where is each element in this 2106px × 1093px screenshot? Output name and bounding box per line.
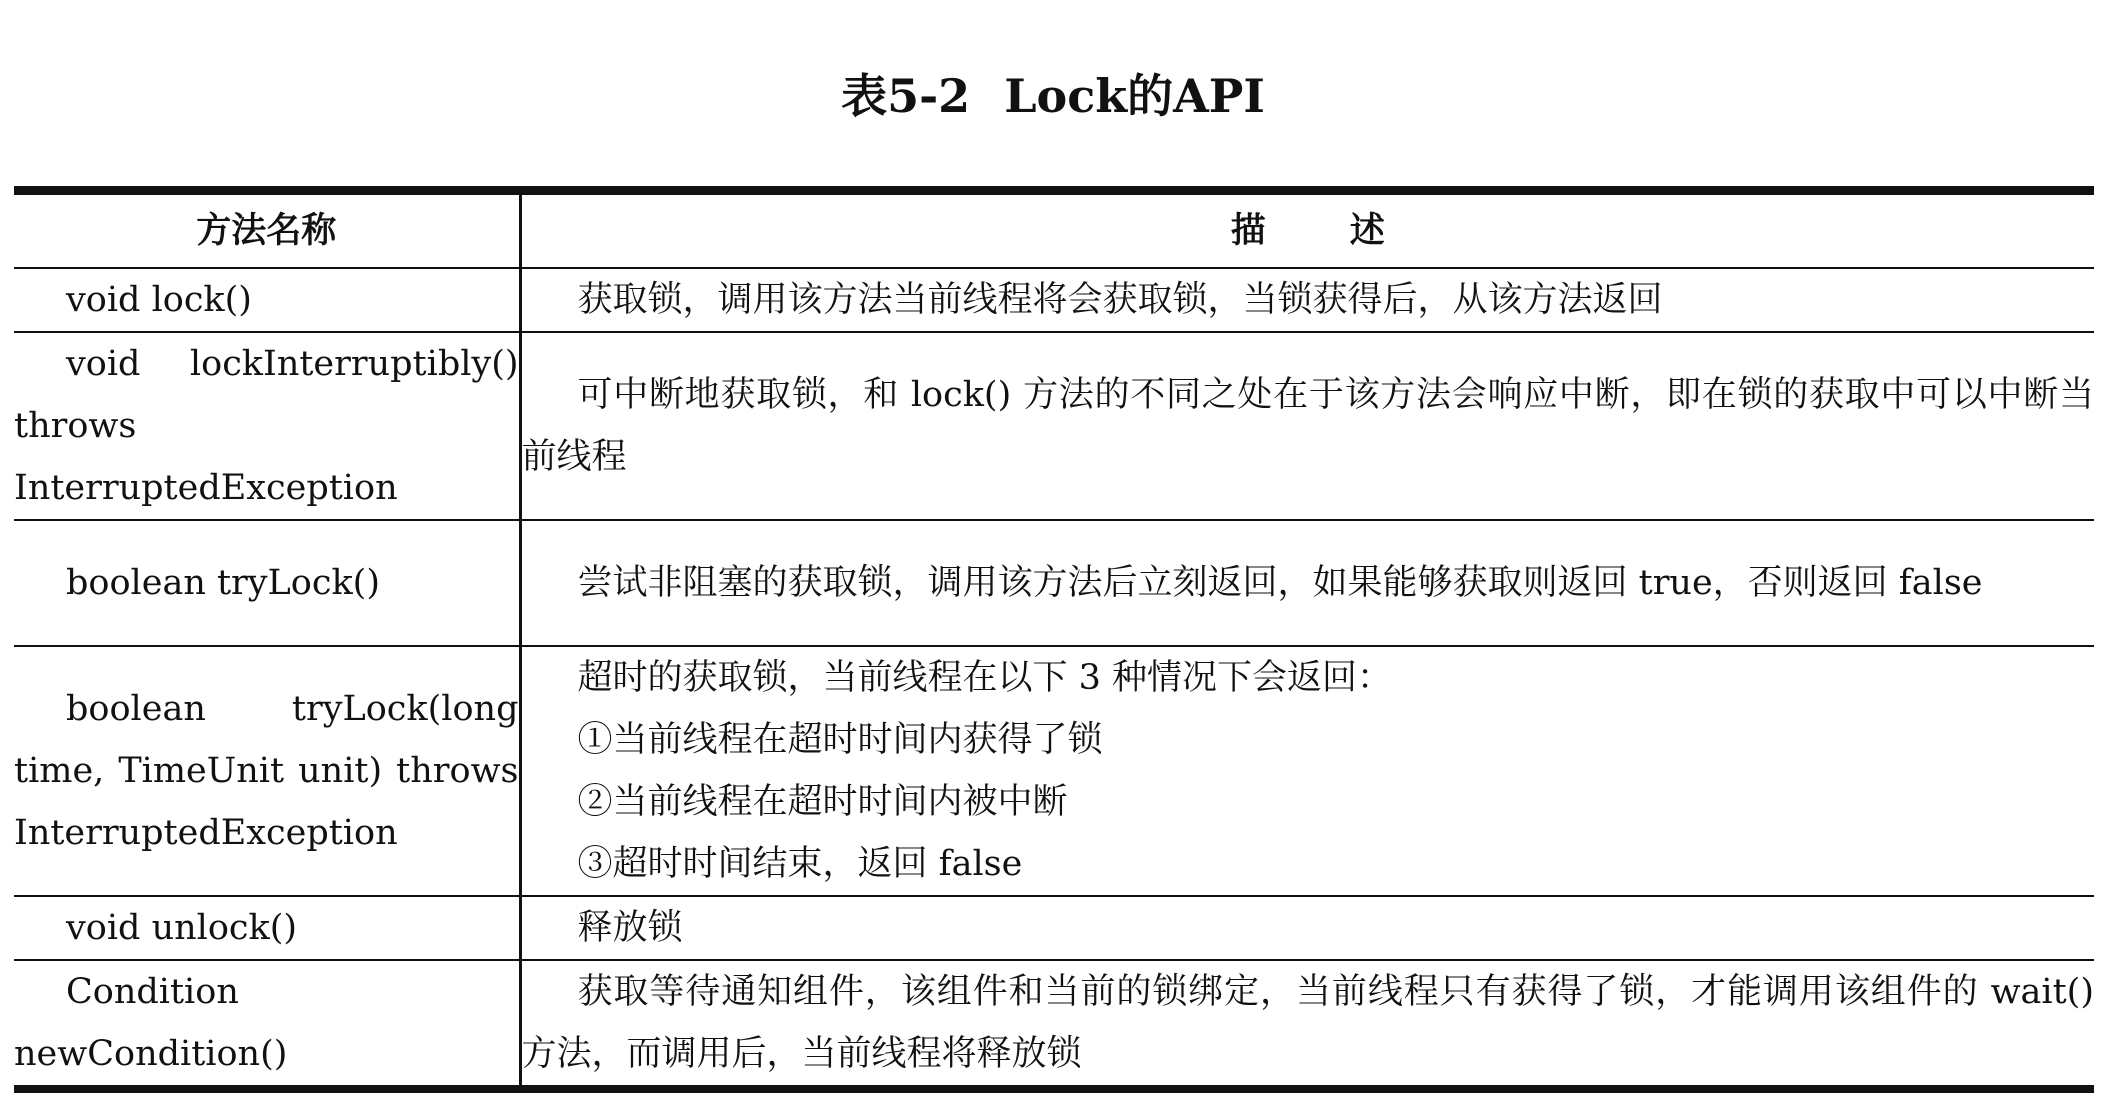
description-line: ②当前线程在超时时间内被中断 [577,782,1068,822]
table-row [14,520,2094,646]
description-cell: 释放锁 [520,896,2094,960]
header-method-name: 方法名称 [14,191,520,269]
description-line: ③超时时间结束，返回 false [577,844,1023,884]
method-cell: void unlock() [14,896,520,960]
method-cell: Condition newCondition() [14,960,520,1089]
header-description [520,191,2094,269]
description-line: ①当前线程在超时时间内获得了锁 [577,720,1103,760]
description-cell [520,646,2094,896]
method-cell: void lockInterruptibly() throws InterruptedException [14,332,520,520]
method-cell: boolean tryLock() [14,520,520,646]
description-cell: 获取等待通知组件，该组件和当前的锁绑定，当前线程只有获得了锁，才能调用该组件的 wait() 方法，而调用后，当前线程将释放锁 [521,972,2094,1074]
table-row [14,646,2094,896]
description-line: 超时的获取锁，当前线程在以下 3 种情况下会返回： [577,658,1393,698]
table-row [14,268,2094,332]
table-row [14,332,2094,520]
description-cell: 可中断地获取锁，和 lock() 方法的不同之处在于该方法会响应中断，即在锁的获取中可以中断当前线程 [520,332,2094,520]
table-header-row [14,191,2094,269]
lock-api-table [14,186,2094,1093]
table-number: 表5-2 [841,69,971,123]
method-cell: void lock() [14,268,520,332]
description-cell: 获取锁，调用该方法当前线程将会获取锁，当锁获得后，从该方法返回 [520,268,2094,332]
description-cell: 尝试非阻塞的获取锁，调用该方法后立刻返回，如果能够获取则返回 true，否则返回 false [520,520,2094,646]
header-description-label: 描述 [1230,211,1469,251]
table-row [14,960,2094,1089]
method-cell: boolean tryLock(long time, TimeUnit unit) throws InterruptedException [14,646,520,896]
table-caption [0,66,2106,126]
table-title-text: Lock的API [1004,69,1265,123]
table-row [14,896,2094,960]
